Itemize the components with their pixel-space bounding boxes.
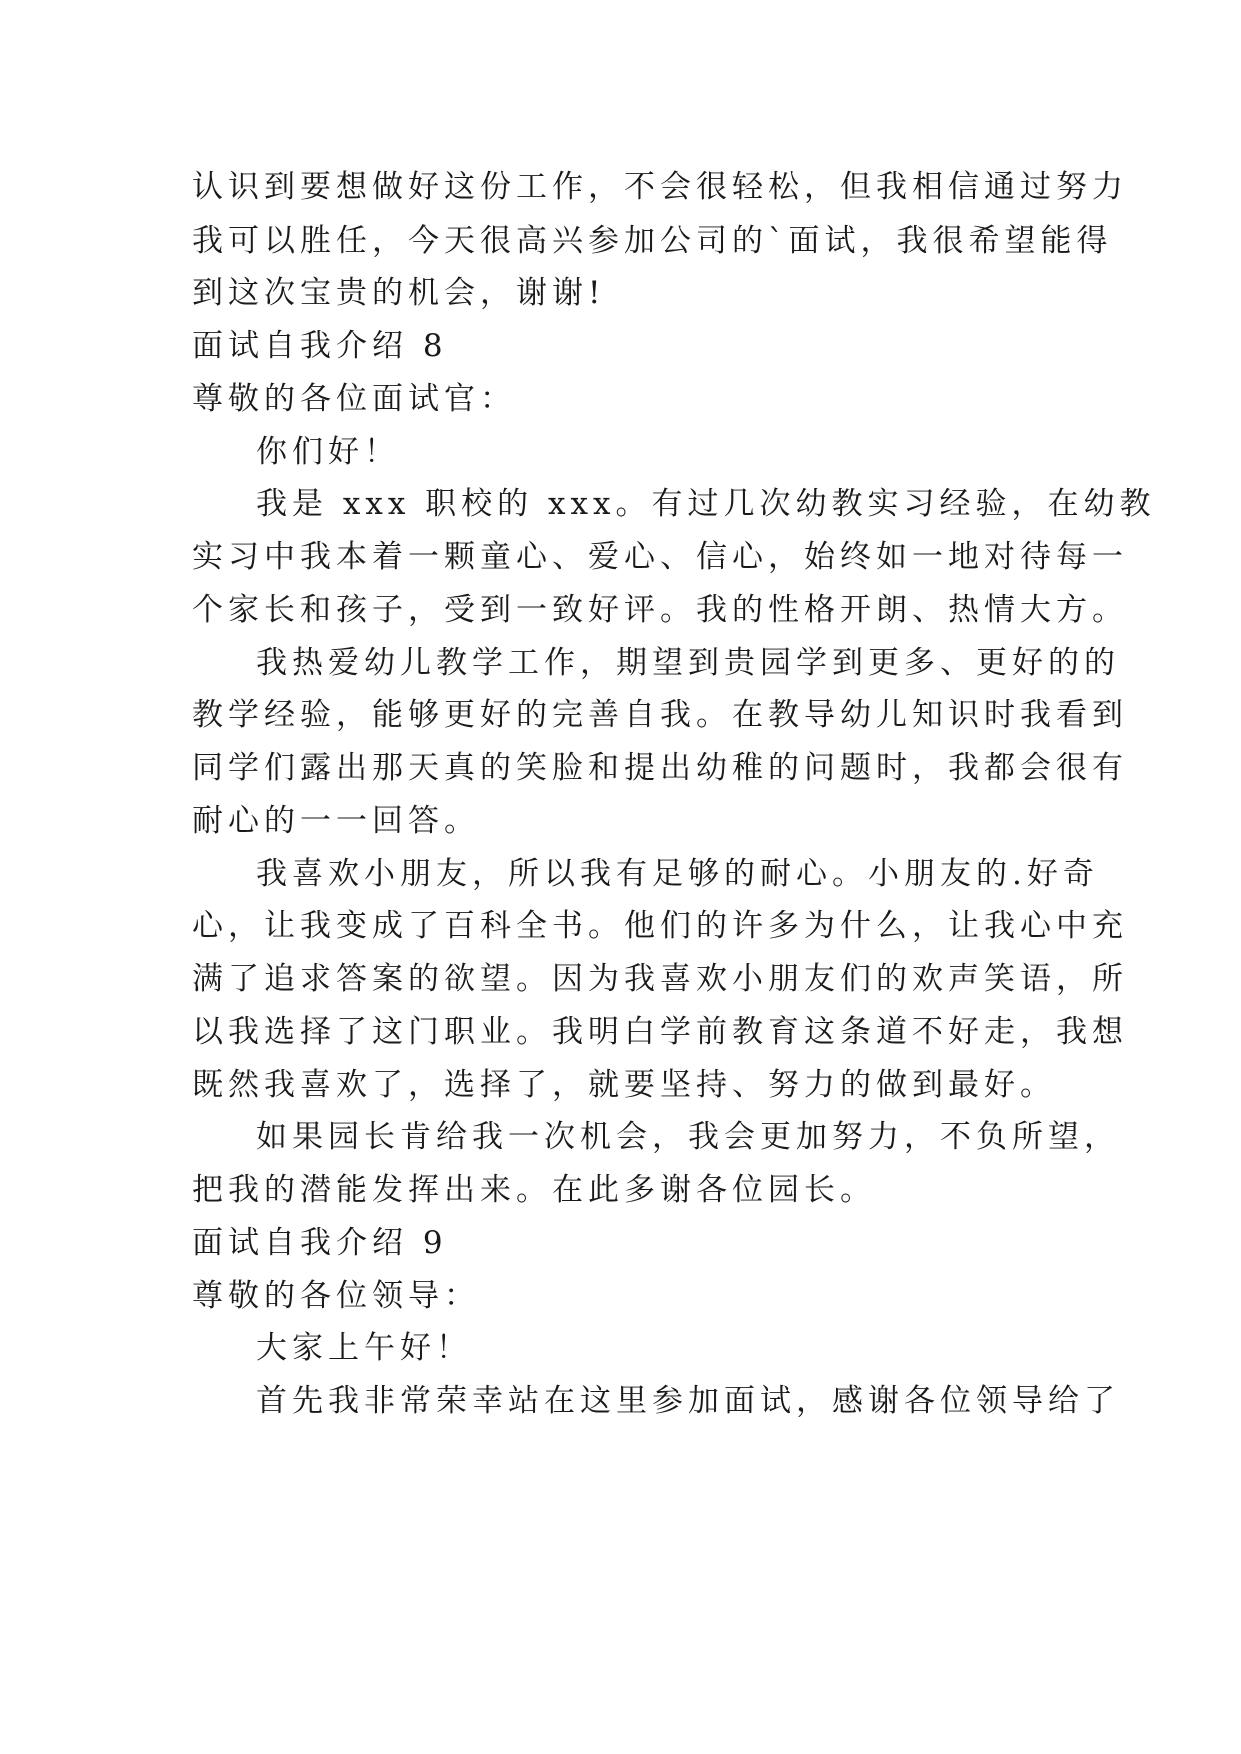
paragraph-line: 到这次宝贵的机会，谢谢! bbox=[192, 275, 606, 311]
paragraph-line: 以我选择了这门职业。我明白学前教育这条道不好走，我想 bbox=[192, 1014, 1128, 1050]
greeting: 你们好！ bbox=[256, 434, 400, 470]
section-heading: 面试自我介绍 8 bbox=[192, 328, 448, 364]
section-heading: 面试自我介绍 9 bbox=[192, 1225, 448, 1261]
paragraph-line: 实习中我本着一颗童心、爱心、信心，始终如一地对待每一 bbox=[192, 539, 1128, 575]
paragraph-line: 耐心的一一回答。 bbox=[192, 803, 480, 839]
paragraph-line: 我热爱幼儿教学工作，期望到贵园学到更多、更好的的 bbox=[256, 645, 1120, 681]
paragraph-line: 如果园长肯给我一次机会，我会更加努力，不负所望， bbox=[256, 1119, 1120, 1155]
paragraph-line: 把我的潜能发挥出来。在此多谢各位园长。 bbox=[192, 1172, 876, 1208]
paragraph-line: 教学经验，能够更好的完善自我。在教导幼儿知识时我看到 bbox=[192, 697, 1128, 733]
paragraph-line: 我可以胜任，今天很高兴参加公司的`面试，我很希望能得 bbox=[192, 223, 1113, 259]
paragraph-line: 心，让我变成了百科全书。他们的许多为什么，让我心中充 bbox=[192, 908, 1128, 944]
paragraph-line: 认识到要想做好这份工作，不会很轻松，但我相信通过努力 bbox=[192, 169, 1128, 205]
paragraph-line: 我是 xxx 职校的 xxx。有过几次幼教实习经验，在幼教 bbox=[256, 486, 1156, 522]
paragraph-line: 我喜欢小朋友，所以我有足够的耐心。小朋友的.好奇 bbox=[256, 856, 1099, 892]
paragraph-line: 同学们露出那天真的笑脸和提出幼稚的问题时，我都会很有 bbox=[192, 750, 1128, 786]
paragraph-line: 个家长和孩子，受到一致好评。我的性格开朗、热情大方。 bbox=[192, 592, 1128, 628]
salutation: 尊敬的各位面试官： bbox=[192, 381, 516, 417]
greeting: 大家上午好！ bbox=[256, 1330, 472, 1366]
paragraph-line: 首先我非常荣幸站在这里参加面试，感谢各位领导给了 bbox=[256, 1383, 1120, 1419]
paragraph-line: 既然我喜欢了，选择了，就要坚持、努力的做到最好。 bbox=[192, 1067, 1056, 1103]
paragraph-line: 满了追求答案的欲望。因为我喜欢小朋友们的欢声笑语，所 bbox=[192, 961, 1128, 997]
salutation: 尊敬的各位领导： bbox=[192, 1278, 480, 1314]
